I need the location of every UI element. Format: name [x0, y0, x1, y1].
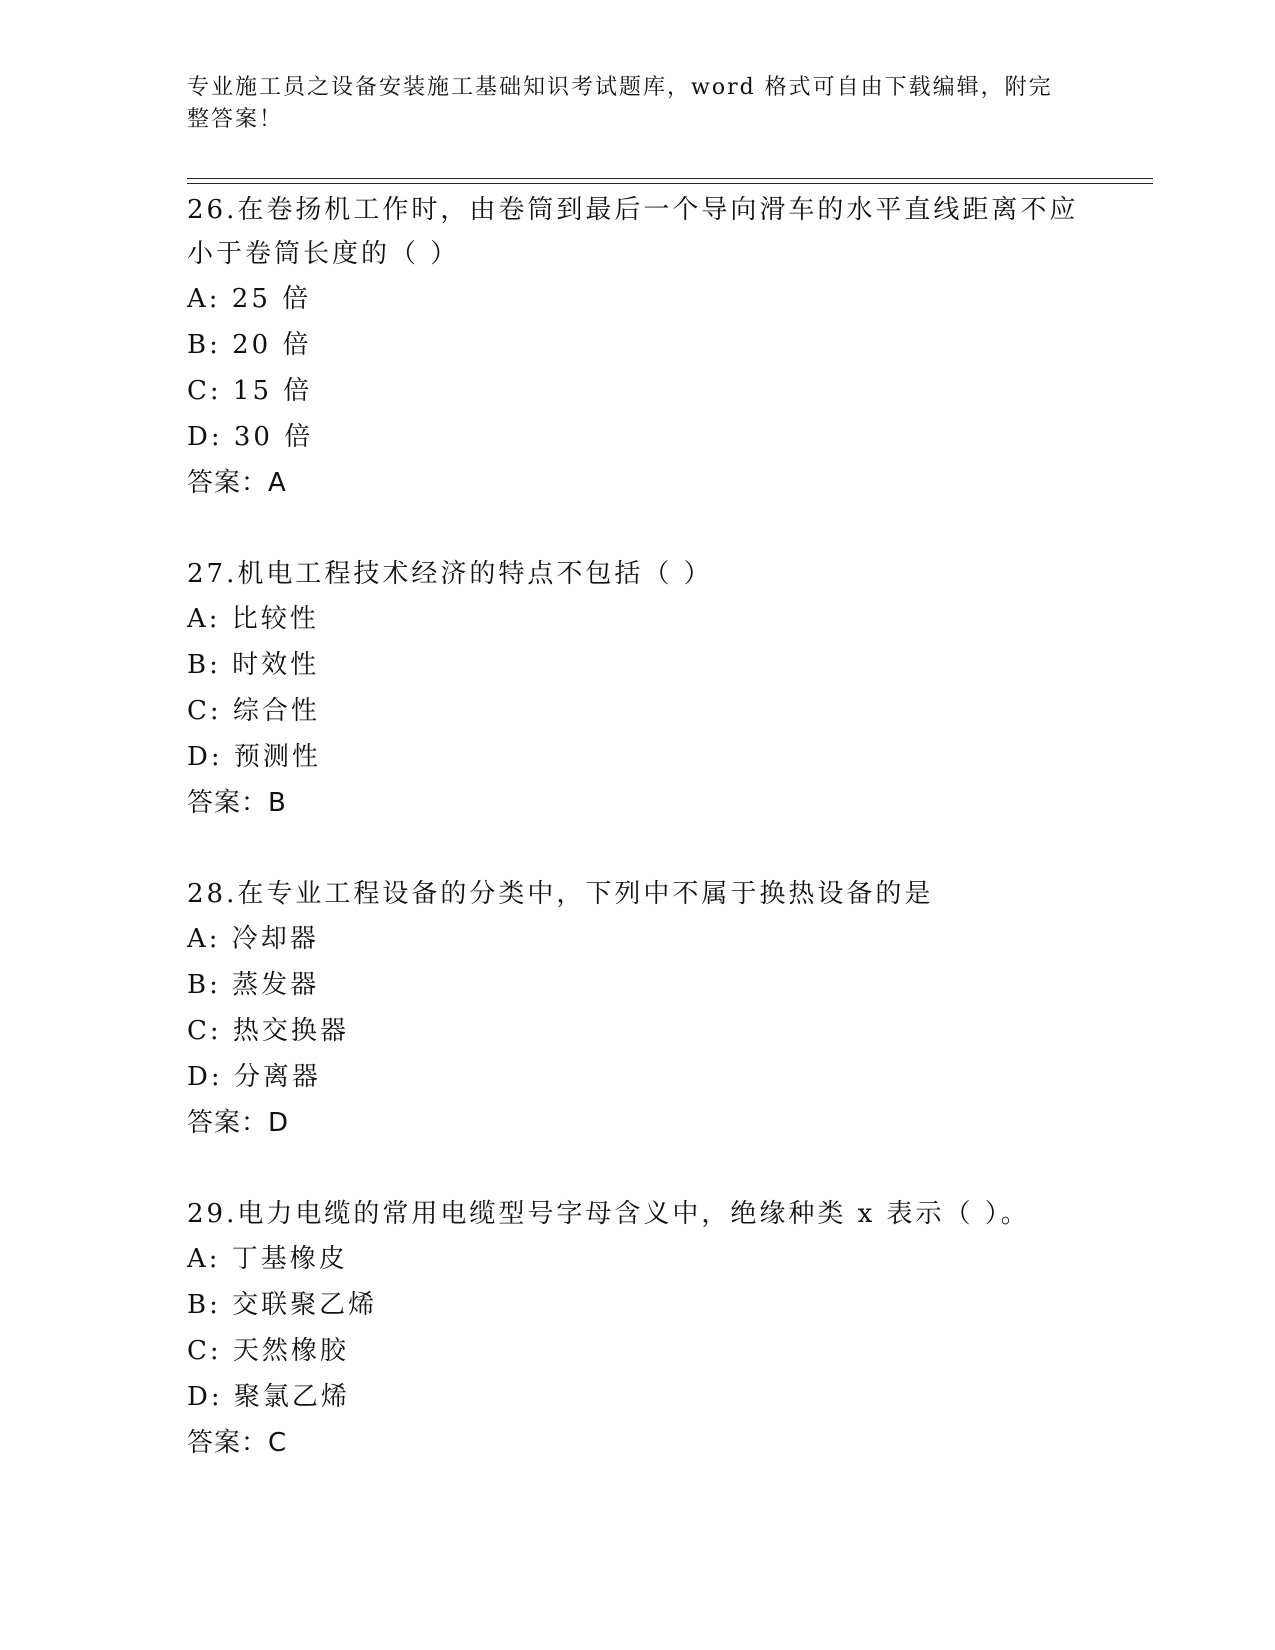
option-a: A: 丁基橡皮	[187, 1244, 348, 1274]
question-stem: 27.机电工程技术经济的特点不包括（ ）	[187, 559, 713, 589]
option-c: C: 15 倍	[187, 376, 313, 406]
answer-line: 答案：B	[187, 788, 287, 818]
option-a: A: 比较性	[187, 604, 319, 634]
option-b: B: 20 倍	[187, 330, 312, 360]
header-divider-bottom	[187, 183, 1153, 184]
question-26	[187, 188, 1087, 506]
question-29	[187, 1192, 1087, 1466]
answer-line: 答案：D	[187, 1108, 290, 1138]
question-stem: 29.电力电缆的常用电缆型号字母含义中，绝缘种类 x 表示（ ）。	[187, 1199, 1030, 1229]
option-d: D: 聚氯乙烯	[187, 1382, 350, 1412]
option-b: B: 时效性	[187, 650, 320, 680]
question-28	[187, 872, 1087, 1146]
option-d: D: 30 倍	[187, 422, 314, 452]
document-header: 专业施工员之设备安装施工基础知识考试题库，word 格式可自由下载编辑，附完整答案！	[187, 75, 1053, 132]
option-d: D: 预测性	[187, 742, 321, 772]
option-c: C: 天然橡胶	[187, 1336, 349, 1366]
answer-line: 答案：C	[187, 1428, 288, 1458]
option-c: C: 热交换器	[187, 1016, 349, 1046]
option-a: A: 25 倍	[187, 284, 312, 314]
question-stem: 26.在卷扬机工作时，由卷筒到最后一个导向滑车的水平直线距离不应小于卷筒长度的（ ）	[187, 195, 1079, 269]
option-b: B: 蒸发器	[187, 970, 320, 1000]
option-c: C: 综合性	[187, 696, 320, 726]
option-d: D: 分离器	[187, 1062, 321, 1092]
question-stem: 28.在专业工程设备的分类中，下列中不属于换热设备的是	[187, 879, 934, 909]
option-a: A: 冷却器	[187, 924, 319, 954]
question-27	[187, 552, 1087, 826]
answer-line: 答案：A	[187, 468, 287, 498]
header-divider-top	[187, 178, 1153, 179]
option-b: B: 交联聚乙烯	[187, 1290, 378, 1320]
